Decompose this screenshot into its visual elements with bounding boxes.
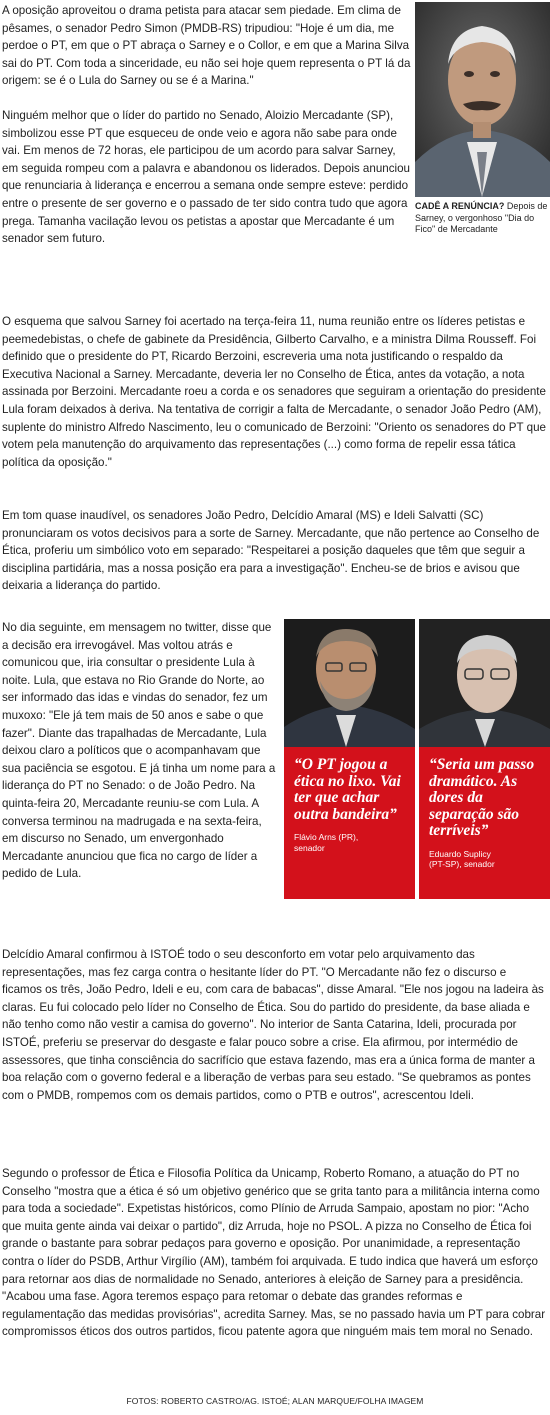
- paragraph-text: Ninguém melhor que o líder do partido no Senado, Aloizio Mercadante (SP), simbolizou esse PT que esqueceu de onde veio e agora não sabe para onde vai. Em menos de 72 horas, ele participou de um acordo para salvar Sarney, em seguida rompeu com a palavra e abandonou os liderados. Depois anunciou que renunciaria à liderança e encerrou a semana onde sempre esteve: perdido entre o presente de ser governo e o passado de ter sido contra tudo que agora prega. Tamanha vacilação levou os petistas a apostar que Mercadante é um senador sem futuro.: [2, 108, 410, 246]
- quote-box: [284, 747, 415, 899]
- article-paragraph-1: [2, 2, 412, 248]
- paragraph-text: Delcídio Amaral confirmou à ISTOÉ todo o seu desconforto em votar pelo arquivamento das representações, mas fez carga contra o hesitante líder do PT. "O Mercadante não fez o discurso e ficamos os três, João Pedro, Ideli e eu, com cara de babacas", disse Amaral. "Ele nos jogou na ladeira às claras. Eu fui colocado pelo líder no Conselho de Ética. Sou do partido do presidente, da base aliada e não tenho como não vestir a camisa do governo". No interior de Santa Catarina, Ideli, procurada por ISTOÉ, preferiu se preservar do desgaste e falar pouco sobre a crise. Ela afirmou, por intermédio de assessores, que tinha consciência do sacrifício que estava fazendo, mas era a única forma de manter a boa relação com o governo federal e a liberação de verbas para seu estado. "Se quebramos as pontes com o PMDB, rompemos com os demais partidos, como o PTB e outros", acrescentou Ideli.: [2, 948, 544, 1102]
- quote-text: “Seria um passo dramático. As dores da separação são terríveis”: [429, 756, 535, 839]
- photo-credits: FOTOS: ROBERTO CASTRO/AG. ISTOÉ; ALAN MARQUE/FOLHA IMAGEM: [126, 1396, 424, 1406]
- paragraph-text: No dia seguinte, em mensagem no twitter, disse que a decisão era irrevogável. Mas voltou atrás e comunicou que, iria consultar o presidente Lula à noite. Lula, que estava no Rio Grande do Norte, ao ser informado das idas e vindas do senador, fez um muxoxo: "Ele já tem mais de 50 anos e sabe o que fazer". Diante das trapalhadas de Mercadante, Lula deixou claro a políticos que o acompanhavam que sua paciência se esgotou. E já tinha um nome para a liderança do PT no Senado: o de João Pedro. Na quinta-feira 20, Mercadante reuniu-se com Lula. A conversa terminou na madrugada e na sexta-feira, em discurso no Senado, um envergonhado Mercadante anunciou que fica no cargo de líder a pedido de Lula.: [2, 621, 276, 881]
- quote-text: “O PT jogou a ética no lixo. Vai ter que achar outra bandeira”: [294, 756, 401, 823]
- quote-photos: [284, 619, 550, 899]
- paragraph-text: Em tom quase inaudível, os senadores João Pedro, Delcídio Amaral (MS) e Ideli Salvatti (SC) pronunciaram os votos decisivos para a sorte de Sarney. Mercadante, que não pertence ao Conselho de Ética, proferiu um simbólico voto em separado: "Respeitarei a posição daqueles que têm que seguir a disciplina partidária, mas a nossa posição era para a investigação". Encheu-se de brios e avisou que deixaria a liderança do partido.: [2, 509, 540, 593]
- caption-body: Depois de Sarney, o vergonhoso "Dia do Fico" de Mercadante: [415, 201, 548, 234]
- mercadante-photo: [415, 2, 550, 197]
- quote-source-role: (PT-SP), senador: [429, 859, 495, 869]
- article-paragraph-3: [2, 313, 548, 471]
- figure-mercadante: [415, 2, 550, 236]
- quote-source-role: senador: [294, 842, 325, 853]
- quote-box: [419, 747, 550, 899]
- portrait-illustration: [284, 619, 415, 747]
- arns-photo: [284, 619, 415, 747]
- article-paragraph-4: [2, 507, 548, 595]
- article-paragraph-7: [2, 1165, 548, 1341]
- portrait-illustration: [419, 619, 550, 747]
- quote-source-name: Flávio Arns (PR),: [294, 832, 359, 842]
- suplicy-photo: [419, 619, 550, 747]
- quote-source: [429, 849, 542, 870]
- quote-card-arns: [284, 619, 415, 899]
- article-paragraph-5: [2, 619, 280, 883]
- quote-source-name: Eduardo Suplicy: [429, 848, 491, 859]
- figure-caption: [415, 197, 550, 236]
- quote-card-suplicy: [419, 619, 550, 899]
- caption-head: CADÊ A RENÚNCIA?: [415, 201, 505, 211]
- article-paragraph-6: [2, 946, 548, 1104]
- portrait-illustration: [415, 2, 550, 197]
- quote-source: [294, 832, 407, 853]
- paragraph-text: Segundo o professor de Ética e Filosofia Política da Unicamp, Roberto Romano, a atuação do PT no Conselho "mostra que a ética é só um objetivo genérico que se grita tanto para a militância interna como para toda a sociedade". Expetistas históricos, como Plínio de Arruda Sampaio, apostam no pior: "Acho que muita gente ainda vai deixar o partido", diz Arruda, hoje no PSOL. A pizza no Conselho de Ética foi grande o bastante para sobrar pedaços para governo e oposição. Por unanimidade, a representação contra o líder do PSDB, Arthur Virgílio (AM), também foi arquivada. E tudo indica que haverá um esforço para retornar aos dias de normalidade no Senado, anteriores à eleição de Sarney para a presidência. "Acabou uma fase. Agora teremos espaço para retomar o debate das grandes reformas e regulamentação das medidas provisórias", acredita Sarney. Mas, se no passado havia um PT para cobrar compromissos éticos dos outros partidos, ficou patente agora que ninguém mais tem moral no Senado.: [2, 1167, 546, 1339]
- paragraph-text: A oposição aproveitou o drama petista para atacar sem piedade. Em clima de pêsames, o senador Pedro Simon (PMDB-RS) tripudiou: "Hoje é um dia, me perdoe o PT, em que o PT abraça o Sarney e o Collor, e em que a Marina Silva sai do PT. Com toda a sinceridade, eu não sei hoje quem representa o PT lá da origem: se é o Lula do Sarney ou se é a Marina.": [2, 4, 411, 88]
- paragraph-text: O esquema que salvou Sarney foi acertado na terça-feira 11, numa reunião entre os líderes petistas e peemedebistas, o chefe de gabinete da Presidência, Gilberto Carvalho, e a ministra Dilma Rousseff. Foi definido que o presidente do PT, Ricardo Berzoini, escreveria uma nota justificando o respaldo da Executiva Nacional a Sarney. Mercadante, deveria ler no Conselho de Ética, antes da votação, a nota assinada por Berzoini. Mercadante roeu a corda e os senadores que seguiram a orientação do presidente Lula foram deixados à deriva. Na tentativa de corrigir a falta de Mercadante, o senador João Pedro (AM), suplente do ministro Alfredo Nascimento, leu o comunicado de Berzoini: "Oriento os senadores do PT que votem pela manutenção do arquivamento das representações (...) como forma de repelir essa tática política da oposição.": [2, 315, 546, 469]
